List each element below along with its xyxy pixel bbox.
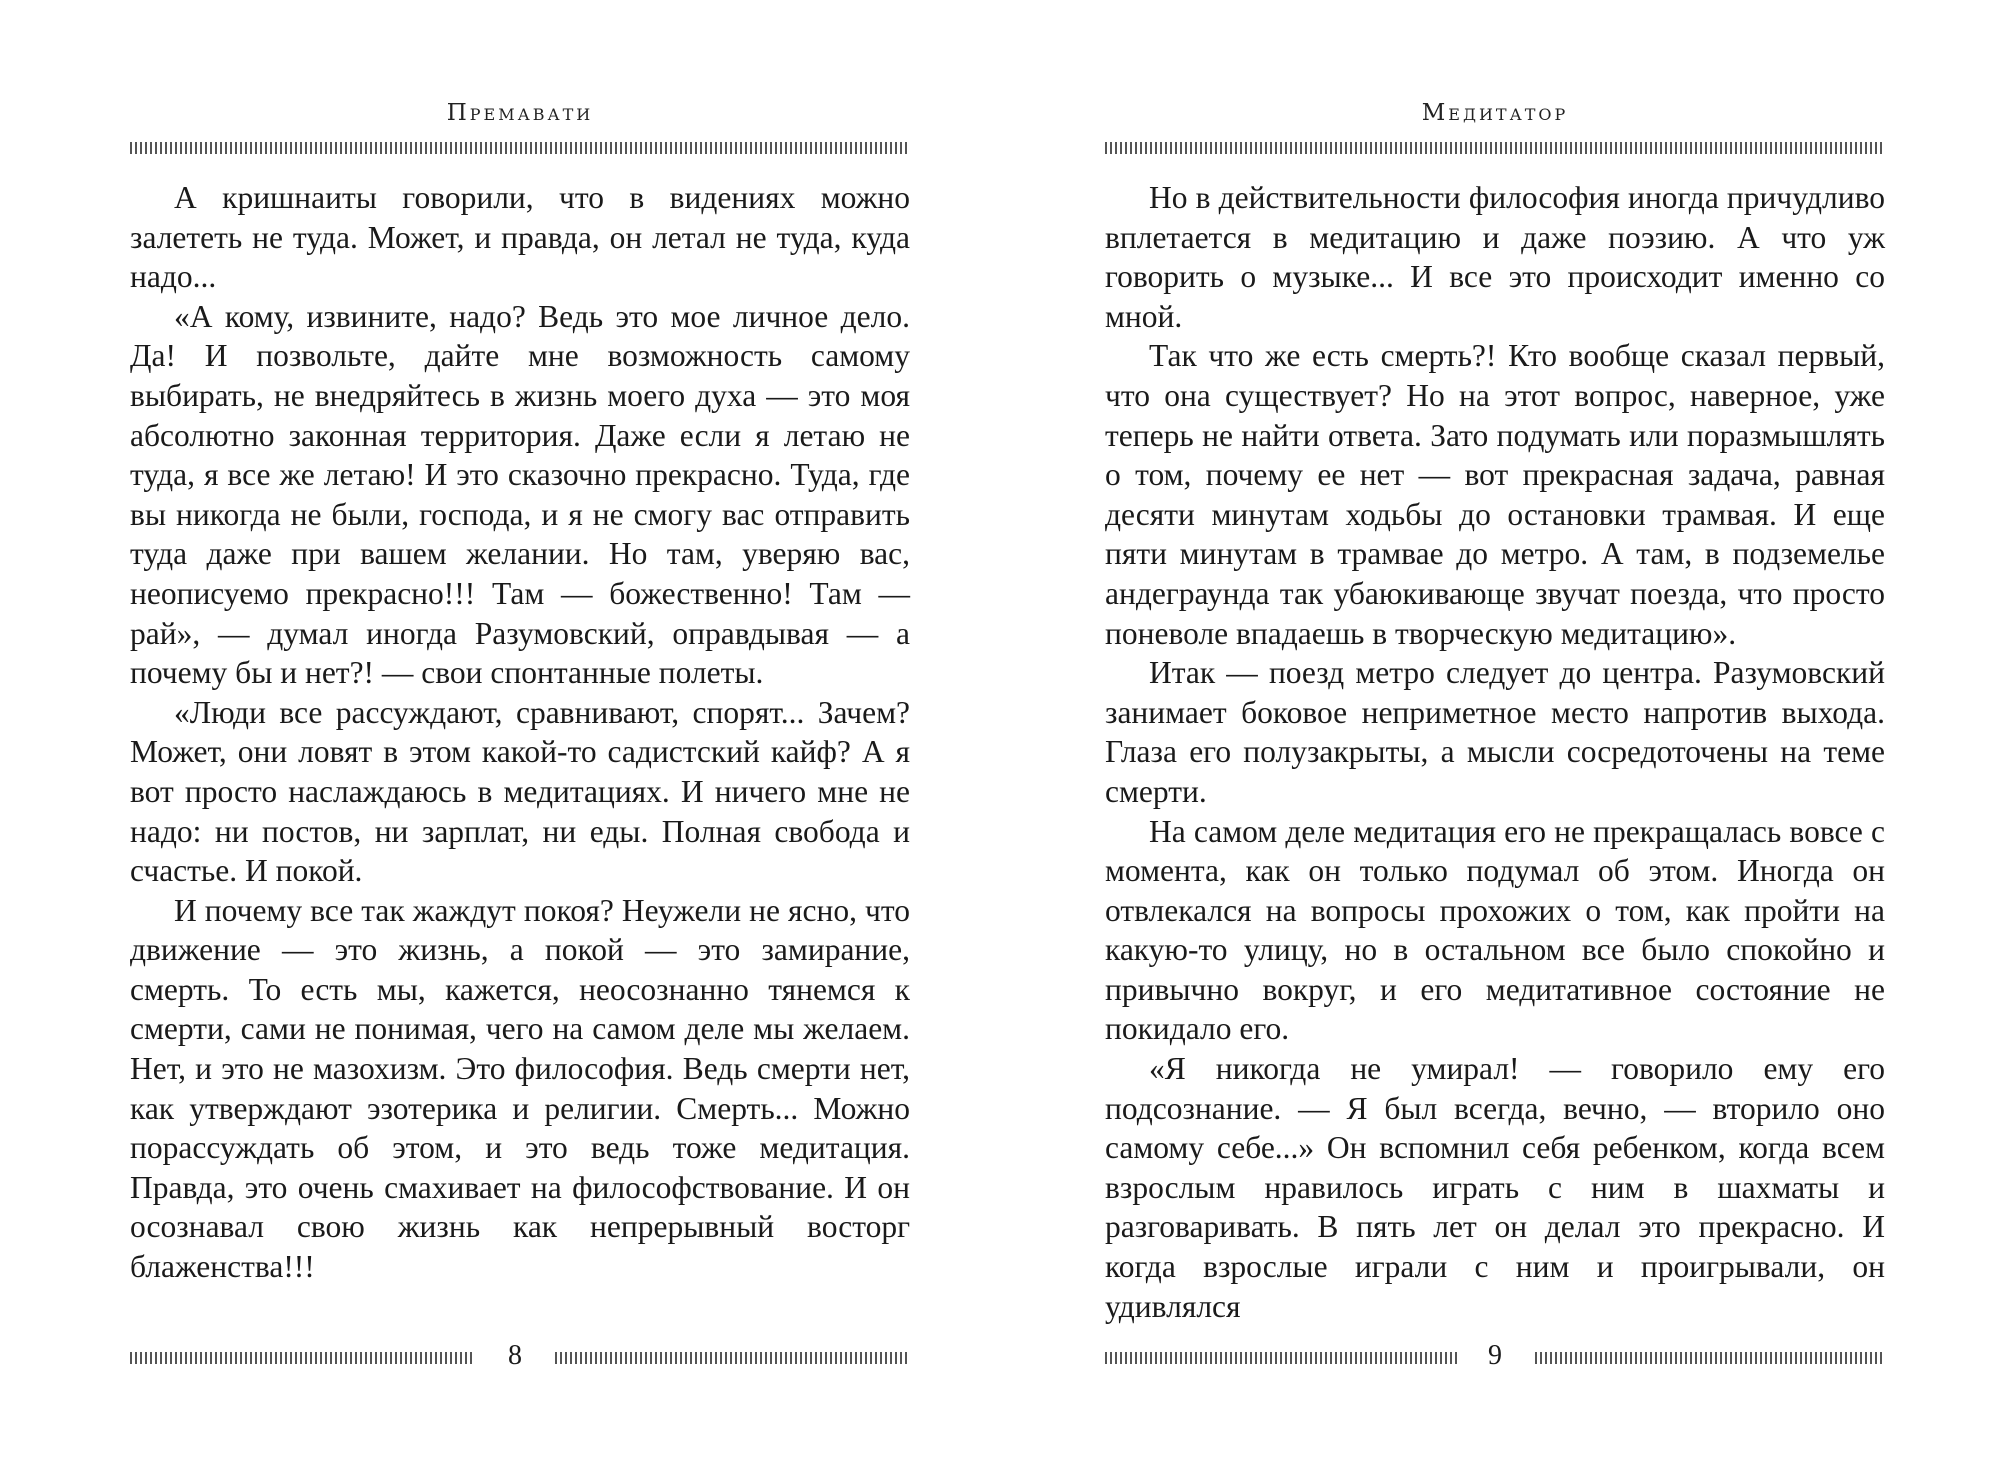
footer-rule-left (1105, 1352, 1460, 1364)
paragraph: А кришнаиты говорили, что в видениях можно залететь не туда. Может, и правда, он летал не туда, куда надо... (130, 180, 910, 295)
paragraph: Итак — поезд метро следует до центра. Разумовский занимает боковое неприметное место напротив выхода. Глаза его полузакрыты, а мысли сосредоточены на теме смерти. (1105, 655, 1885, 809)
body-text (1105, 178, 1885, 1326)
page-number: 9 (1488, 1340, 1502, 1371)
paragraph: И почему все так жаждут покоя? Неужели не ясно, что движение — это жизнь, а покой — это замирание, смерть. То есть мы, кажется, неосознанно тянемся к смерти, сами не понимая, чего на самом деле мы желаем. Нет, и это не мазохизм. Это философия. Ведь смерти нет, как утверждают эзотерика и религии. Смерть... Можно порассуждать об этом, и это ведь тоже медитация. Правда, это очень смахивает на философствование. И он осознавал свою жизнь как непрерывный восторг блаженства!!! (130, 892, 910, 1285)
footer-rule-right (1535, 1352, 1885, 1364)
page-number: 8 (508, 1340, 522, 1371)
paragraph: «А кому, извините, надо? Ведь это мое личное дело. Да! И позвольте, дайте мне возможность самому выбирать, не внедряйтесь в жизнь моего духа — это моя абсолютно законная территория. Даже если я летаю не туда, я все же летаю! И это сказочно прекрасно. Туда, где вы никогда не были, господа, и я не смогу вас отправить туда даже при вашем желании. Но там, уверяю вас, неописуемо прекрасно!!! Там — божественно! Там — рай», — думал иногда Разумовский, оправдывая — а почему бы и нет?! — свои спонтанные полеты. (130, 298, 910, 691)
running-head: Премавати (446, 100, 594, 126)
footer-rule-left (130, 1352, 475, 1364)
paragraph: Так что же есть смерть?! Кто вообще сказал первый, что она существует? Но на этот вопрос, наверное, уже теперь не найти ответа. Зато подумать или поразмышлять о том, почему ее нет — вот прекрасная задача, равная десяти минутам ходьбы до остановки трамвая. И еще пяти минутам в трамвае до метро. А там, в подземелье андеграунда так убаюкивающе звучат поезда, что просто поневоле впадаешь в творческую медитацию». (1105, 338, 1885, 651)
paragraph: Но в действительности философия иногда причудливо вплетается в медитацию и даже поэзию. А что уж говорить о музыке... И все это происходит именно со мной. (1105, 180, 1885, 334)
body-text (130, 178, 910, 1287)
paragraph: «Люди все рассуждают, сравнивают, спорят... Зачем? Может, они ловят в этом какой-то садистский кайф? А я вот просто наслаждаюсь в медитациях. И ничего мне не надо: ни постов, ни зарплат, ни еды. Полная свобода и счастье. И покой. (130, 694, 910, 889)
running-head: Медитатор (1421, 100, 1569, 126)
paragraph: «Я никогда не умирал! — говорило ему его подсознание. — Я был всегда, вечно, — вторило оно самому себе...» Он вспомнил себя ребенком, когда всем взрослым нравилось играть с ним в шахматы и разговаривать. В пять лет он делал это прекрасно. И когда взрослые играли с ним и проигрывали, он удивлялся (1105, 1051, 1885, 1324)
header-rule (1105, 142, 1885, 154)
folio (1105, 1340, 1885, 1380)
paragraph: На самом деле медитация его не прекращалась вовсе с момента, как он только подумал об этом. Иногда он отвлекался на вопросы прохожих о том, как пройти на какую-то улицу, но в остальном все было спокойно и привычно вокруг, и его медитативное состояние не покидало его. (1105, 813, 1885, 1047)
footer-rule-right (555, 1352, 910, 1364)
header-rule (130, 142, 910, 154)
folio (130, 1340, 910, 1380)
